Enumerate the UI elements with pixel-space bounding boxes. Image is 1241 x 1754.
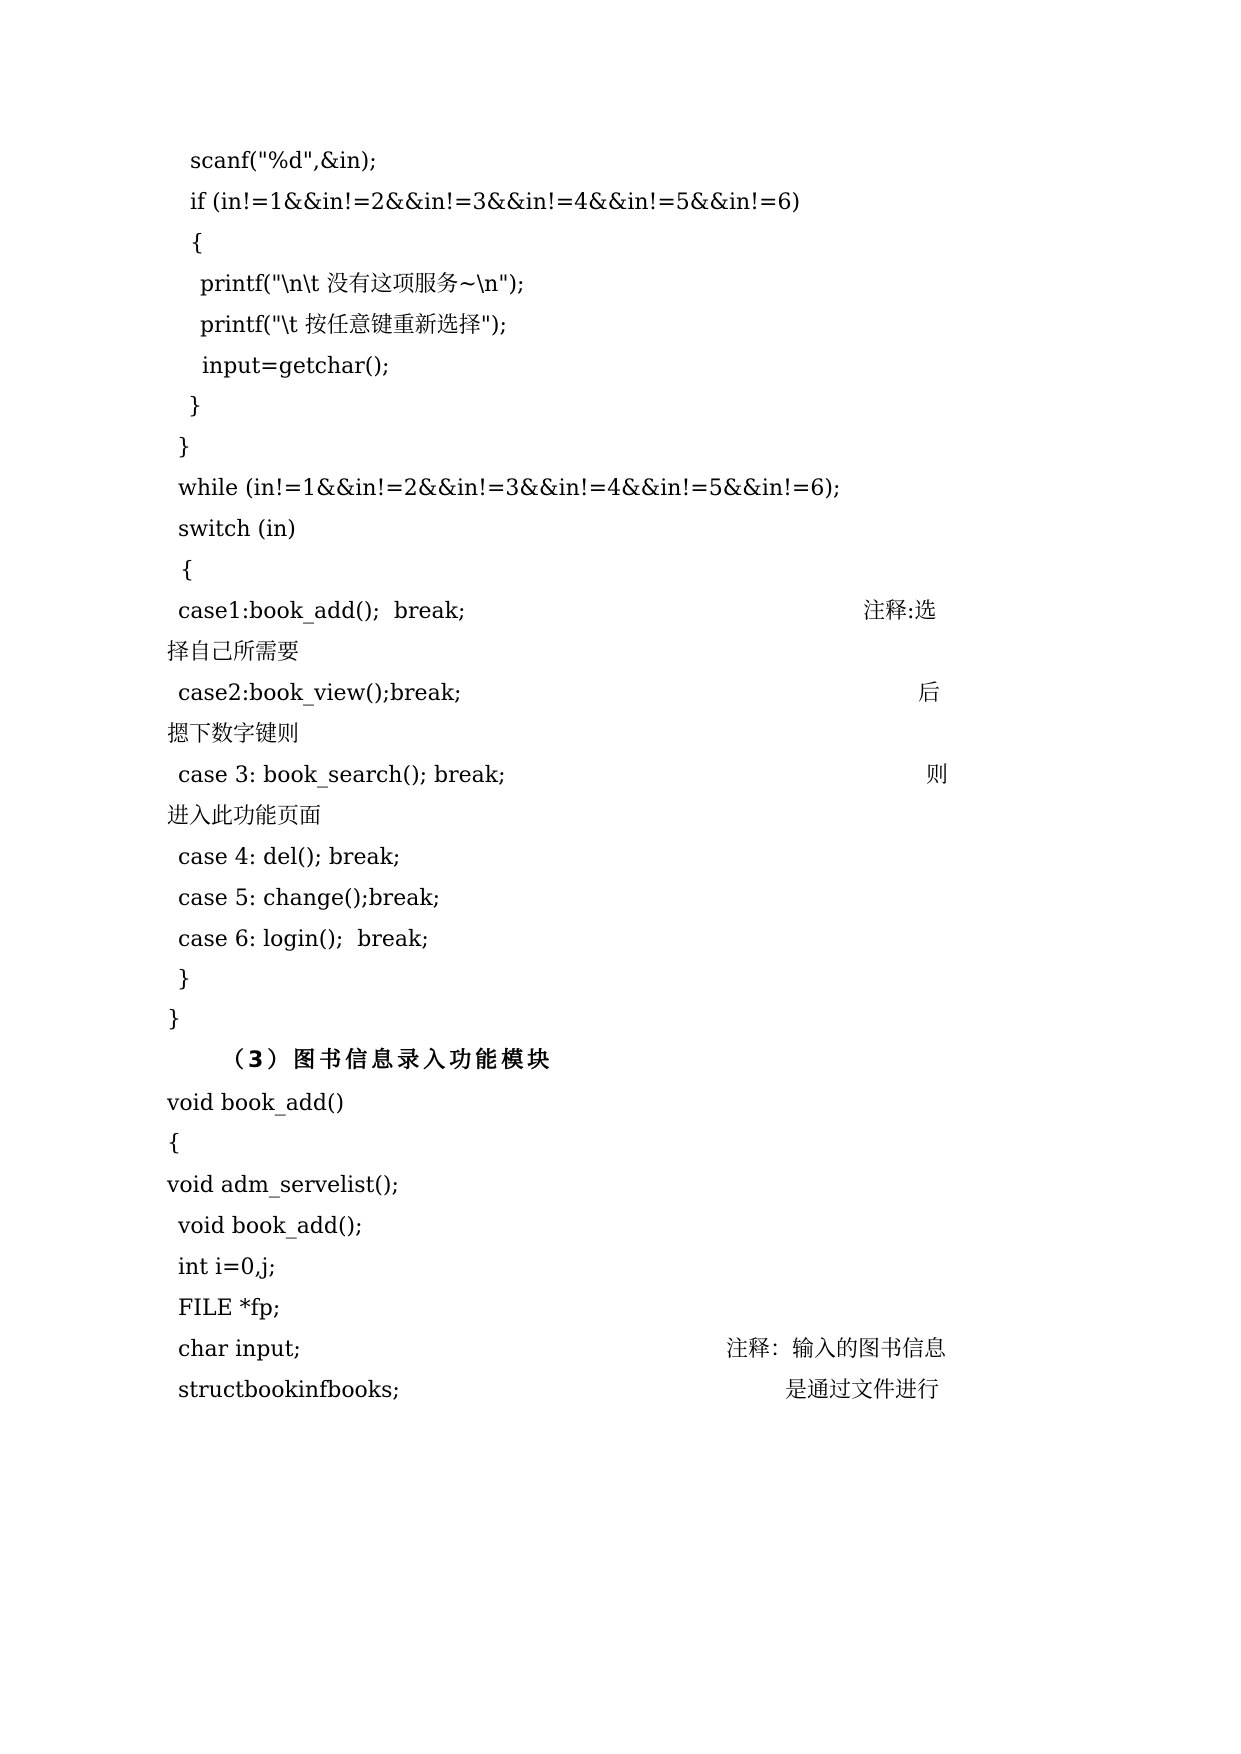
code-line: while (in!=1&&in!=2&&in!=3&&in!=4&&in!=5&&in!=6);	[178, 476, 841, 501]
code-line: printf("\t 按任意键重新选择");	[200, 313, 507, 338]
code-line: }	[177, 967, 191, 992]
code-line: {	[190, 231, 204, 256]
annotation-note: 择自己所需要	[167, 640, 300, 665]
annotation-note: 后	[918, 681, 941, 706]
annotation-note: 注释：输入的图书信息	[726, 1337, 947, 1362]
annotation-note: 进入此功能页面	[167, 804, 322, 829]
annotation-note: 则	[926, 763, 949, 788]
code-line: void book_add()	[167, 1091, 345, 1116]
code-line: case 6: login(); break;	[178, 927, 429, 952]
code-line: case 3: book_search(); break;	[178, 763, 506, 788]
code-line: if (in!=1&&in!=2&&in!=3&&in!=4&&in!=5&&in!=6)	[190, 190, 801, 215]
code-line: switch (in)	[178, 517, 296, 542]
code-line: input=getchar();	[202, 354, 390, 379]
annotation-note: 是通过文件进行	[785, 1378, 940, 1403]
code-line: case1:book_add(); break;	[178, 599, 466, 624]
code-line: {	[167, 1131, 181, 1156]
code-line: case2:book_view();break;	[178, 681, 462, 706]
code-line: int i=0,j;	[178, 1255, 276, 1280]
code-line: structbookinfbooks;	[178, 1378, 400, 1403]
code-line: void adm_servelist();	[167, 1173, 399, 1198]
code-line: printf("\n\t 没有这项服务~\n");	[200, 272, 525, 297]
code-line: {	[180, 558, 194, 583]
code-line: }	[167, 1007, 181, 1032]
code-line: FILE *fp;	[178, 1296, 281, 1321]
annotation-note: 摁下数字键则	[167, 722, 300, 747]
section-heading: （3）图书信息录入功能模块	[222, 1048, 554, 1073]
annotation-note: 注释:选	[863, 599, 937, 624]
code-line: case 5: change();break;	[178, 886, 441, 911]
code-line: case 4: del(); break;	[178, 845, 401, 870]
code-line: }	[177, 435, 191, 460]
code-line: char input;	[178, 1337, 301, 1362]
code-line: }	[188, 394, 202, 419]
code-line: scanf("%d",&in);	[190, 149, 377, 174]
code-line: void book_add();	[178, 1214, 363, 1239]
